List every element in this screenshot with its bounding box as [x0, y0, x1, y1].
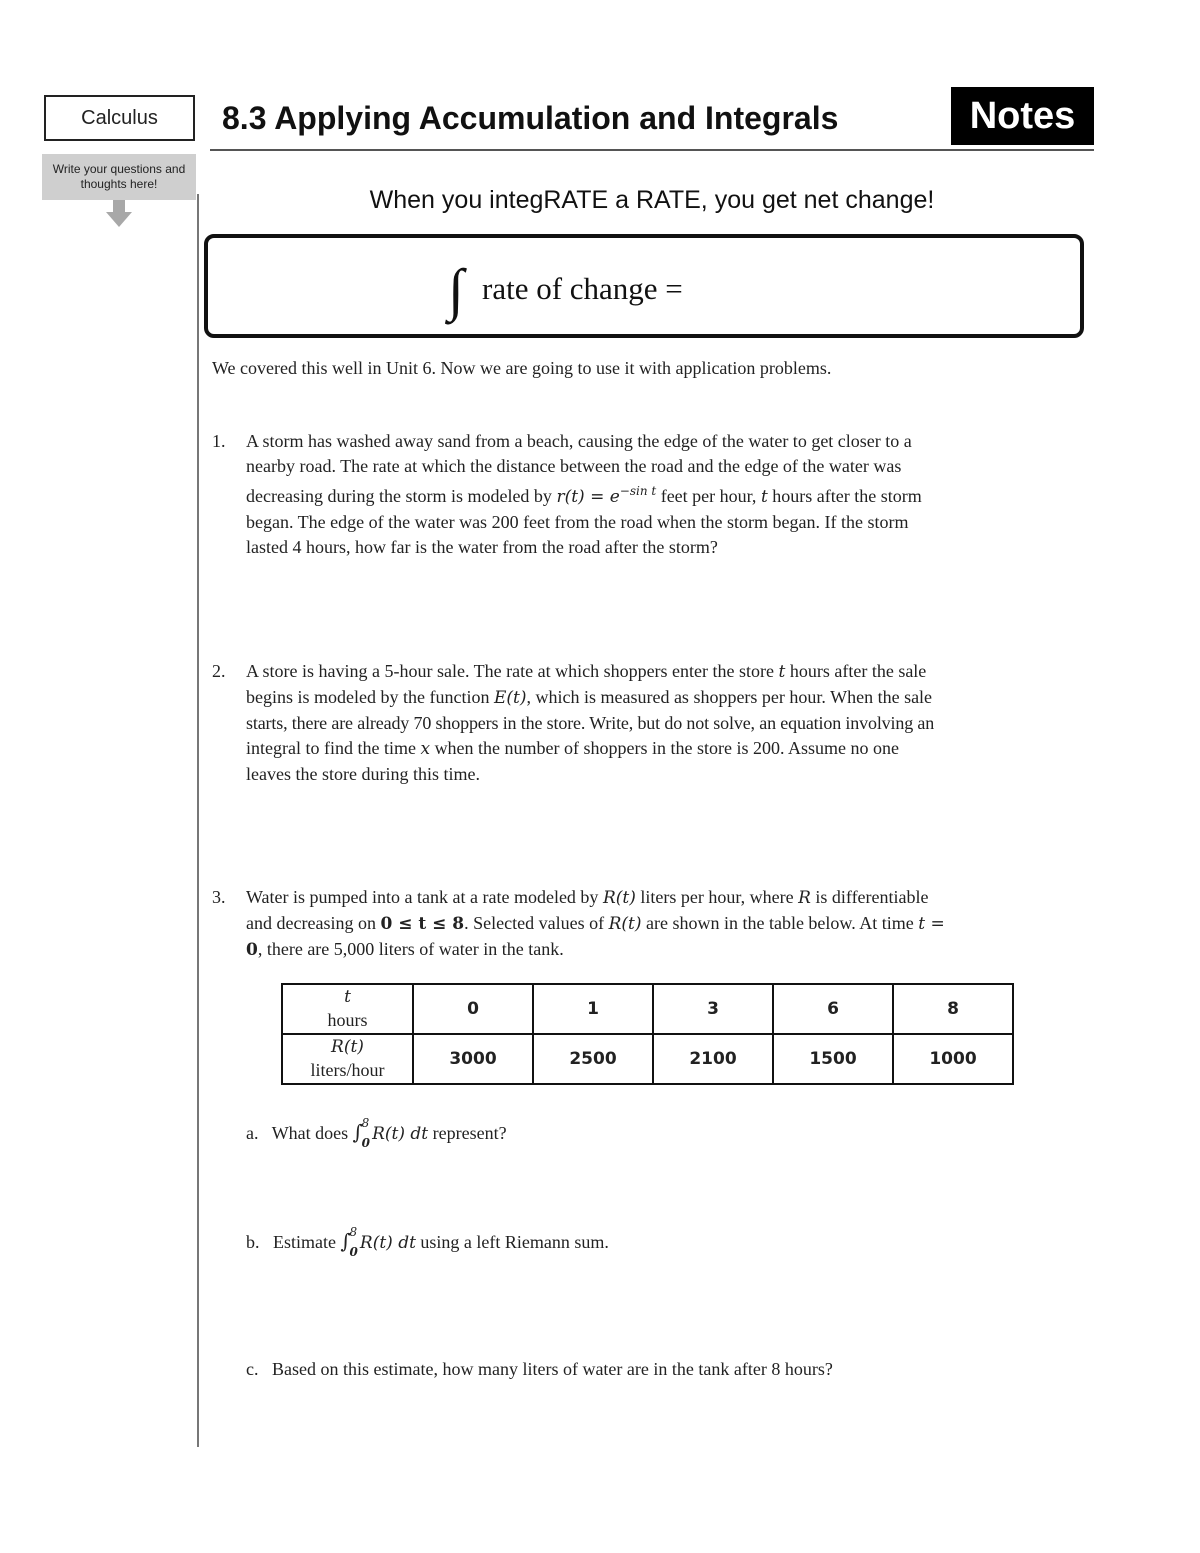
table-row [282, 984, 1013, 1034]
problem-3-line-part: , there are 5,000 liters of water in the tank. [257, 939, 564, 959]
intro-text: We covered this well in Unit 6. Now we are going to use it with application problems. [212, 358, 832, 378]
table-cell: 6 [773, 984, 893, 1034]
table-cell: 1 [533, 984, 653, 1034]
problem-1-line-part: feet per hour, [660, 486, 757, 506]
subquestion-b [246, 1225, 609, 1259]
problem-1-line: nearby road. The rate at which the distance between the road and the edge of the water was [246, 456, 902, 476]
interval: 0 ≤ t ≤ 8 [380, 914, 465, 934]
problem-2-line [246, 736, 1096, 762]
table-cell: 3000 [413, 1034, 533, 1084]
problem-3-line-part: are shown in the table below. At time [645, 913, 914, 933]
integral-sign: ∫ [340, 1229, 351, 1253]
problem-2-line-part: begins is modeled by the function [246, 687, 490, 707]
shopper-rate-function: E(t) [493, 688, 527, 708]
problem-2-line-part: integral to find the time [246, 738, 416, 758]
tank-rate-function: R(t) [608, 914, 642, 934]
table-row [282, 1034, 1013, 1084]
problem-1-line: lasted 4 hours, how far is the water from the road after the storm? [246, 537, 718, 557]
table-header-cell [282, 984, 413, 1034]
integrand: R(t) dt [359, 1233, 416, 1253]
integral-symbol [340, 1225, 358, 1259]
formula-text: rate of change = [482, 271, 683, 306]
table-header-cell [282, 1034, 413, 1084]
table-cell: 2500 [533, 1034, 653, 1084]
margin-note: Write your questions and thoughts here! [42, 154, 196, 200]
page-title: 8.3 Applying Accumulation and Integrals [222, 100, 839, 136]
subquestion-text: Based on this estimate, how many liters of water are in the tank after 8 hours? [272, 1359, 833, 1379]
problem-3-line [246, 885, 1096, 911]
subquestion-a [246, 1116, 507, 1150]
problem-3-text [246, 885, 1096, 963]
subquestion-text: What does [271, 1123, 349, 1143]
down-arrow-icon [104, 200, 134, 233]
problem-2-line-part: when the number of shoppers in the store is 200. Assume no one [434, 738, 899, 758]
problem-3-line [246, 937, 1096, 963]
problem-3-line-part: Water is pumped into a tank at a rate modeled by [246, 887, 599, 907]
rate-exponent: −sin t [619, 484, 657, 498]
subquestion-text: Estimate [273, 1232, 336, 1252]
problem-2-line [246, 659, 1096, 685]
problem-2-line-part: , which is measured as shoppers per hour. When the sale [526, 687, 933, 707]
table-cell: 1000 [893, 1034, 1013, 1084]
integral-sign: ∫ [352, 1120, 364, 1144]
problem-1-text [246, 429, 1096, 560]
lower-limit: 0 [361, 1136, 371, 1150]
problem-2-number: 2. [212, 661, 226, 681]
problem-2-line-part: A store is having a 5-hour sale. The rate at which shoppers enter the store [246, 661, 775, 681]
table-cell: 2100 [653, 1034, 773, 1084]
problem-3-line-part: liters per hour, where [640, 887, 794, 907]
table-cell: 0 [413, 984, 533, 1034]
table-header-var: t [344, 987, 351, 1007]
table-cell: 8 [893, 984, 1013, 1034]
problem-3-line [246, 911, 1096, 937]
problem-3-line-part: is differentiable [815, 887, 929, 907]
slogan: When you integRATE a RATE, you get net change! [369, 186, 935, 214]
time-equals: t = [918, 914, 945, 934]
course-label: Calculus [44, 95, 195, 141]
subquestion-text: represent? [432, 1123, 507, 1143]
variable-t: t [778, 662, 786, 682]
notes-badge: Notes [951, 87, 1094, 145]
problem-2-text [246, 659, 1096, 787]
lower-limit: 0 [349, 1245, 358, 1259]
problem-3-number: 3. [212, 887, 226, 907]
table-header-unit: liters/hour [310, 1060, 385, 1080]
upper-limit: 8 [349, 1225, 358, 1239]
problem-2-line: starts, there are already 70 shoppers in the store. Write, but do not solve, an equation involving an [246, 713, 935, 733]
table-header-var: R(t) [331, 1037, 364, 1057]
integrand: R(t) dt [372, 1124, 429, 1144]
variable-t: t [760, 487, 768, 507]
title-divider [210, 149, 1094, 151]
subquestion-c [246, 1357, 833, 1382]
variable-r: R [798, 888, 811, 908]
problem-2-line-part: hours after the sale [789, 661, 927, 681]
problem-1-line: began. The edge of the water was 200 feet from the road when the storm began. If the storm [246, 512, 909, 532]
table-cell: 3 [653, 984, 773, 1034]
variable-x: x [420, 739, 431, 759]
integral-sign: ∫ [448, 257, 464, 322]
problem-3-line-part: and decreasing on [246, 913, 376, 933]
margin-divider [197, 194, 199, 1447]
subquestion-letter: c. [246, 1359, 259, 1379]
subquestion-text: using a left Riemann sum. [420, 1232, 609, 1252]
table-cell: 1500 [773, 1034, 893, 1084]
problem-1-line: A storm has washed away sand from a beach, causing the edge of the water to get closer to a [246, 431, 912, 451]
subquestion-letter: a. [246, 1123, 259, 1143]
problem-1-line-part: hours after the storm [772, 486, 922, 506]
problem-1-number: 1. [212, 431, 226, 451]
tank-rate-function: R(t) [602, 888, 636, 908]
subquestion-letter: b. [246, 1232, 260, 1252]
rate-table [281, 983, 1014, 1085]
integral-symbol [352, 1116, 371, 1150]
upper-limit: 8 [361, 1116, 370, 1130]
problem-1-line-part: decreasing during the storm is modeled by [246, 486, 552, 506]
problem-1-line [246, 479, 1096, 510]
problem-3-line-part: . Selected values of [464, 913, 605, 933]
table-header-unit: hours [327, 1010, 368, 1030]
time-zero: 0 [246, 940, 258, 960]
problem-2-line: leaves the store during this time. [246, 764, 480, 784]
problem-2-line [246, 685, 1096, 711]
rate-function: r(t) = e [556, 487, 620, 507]
